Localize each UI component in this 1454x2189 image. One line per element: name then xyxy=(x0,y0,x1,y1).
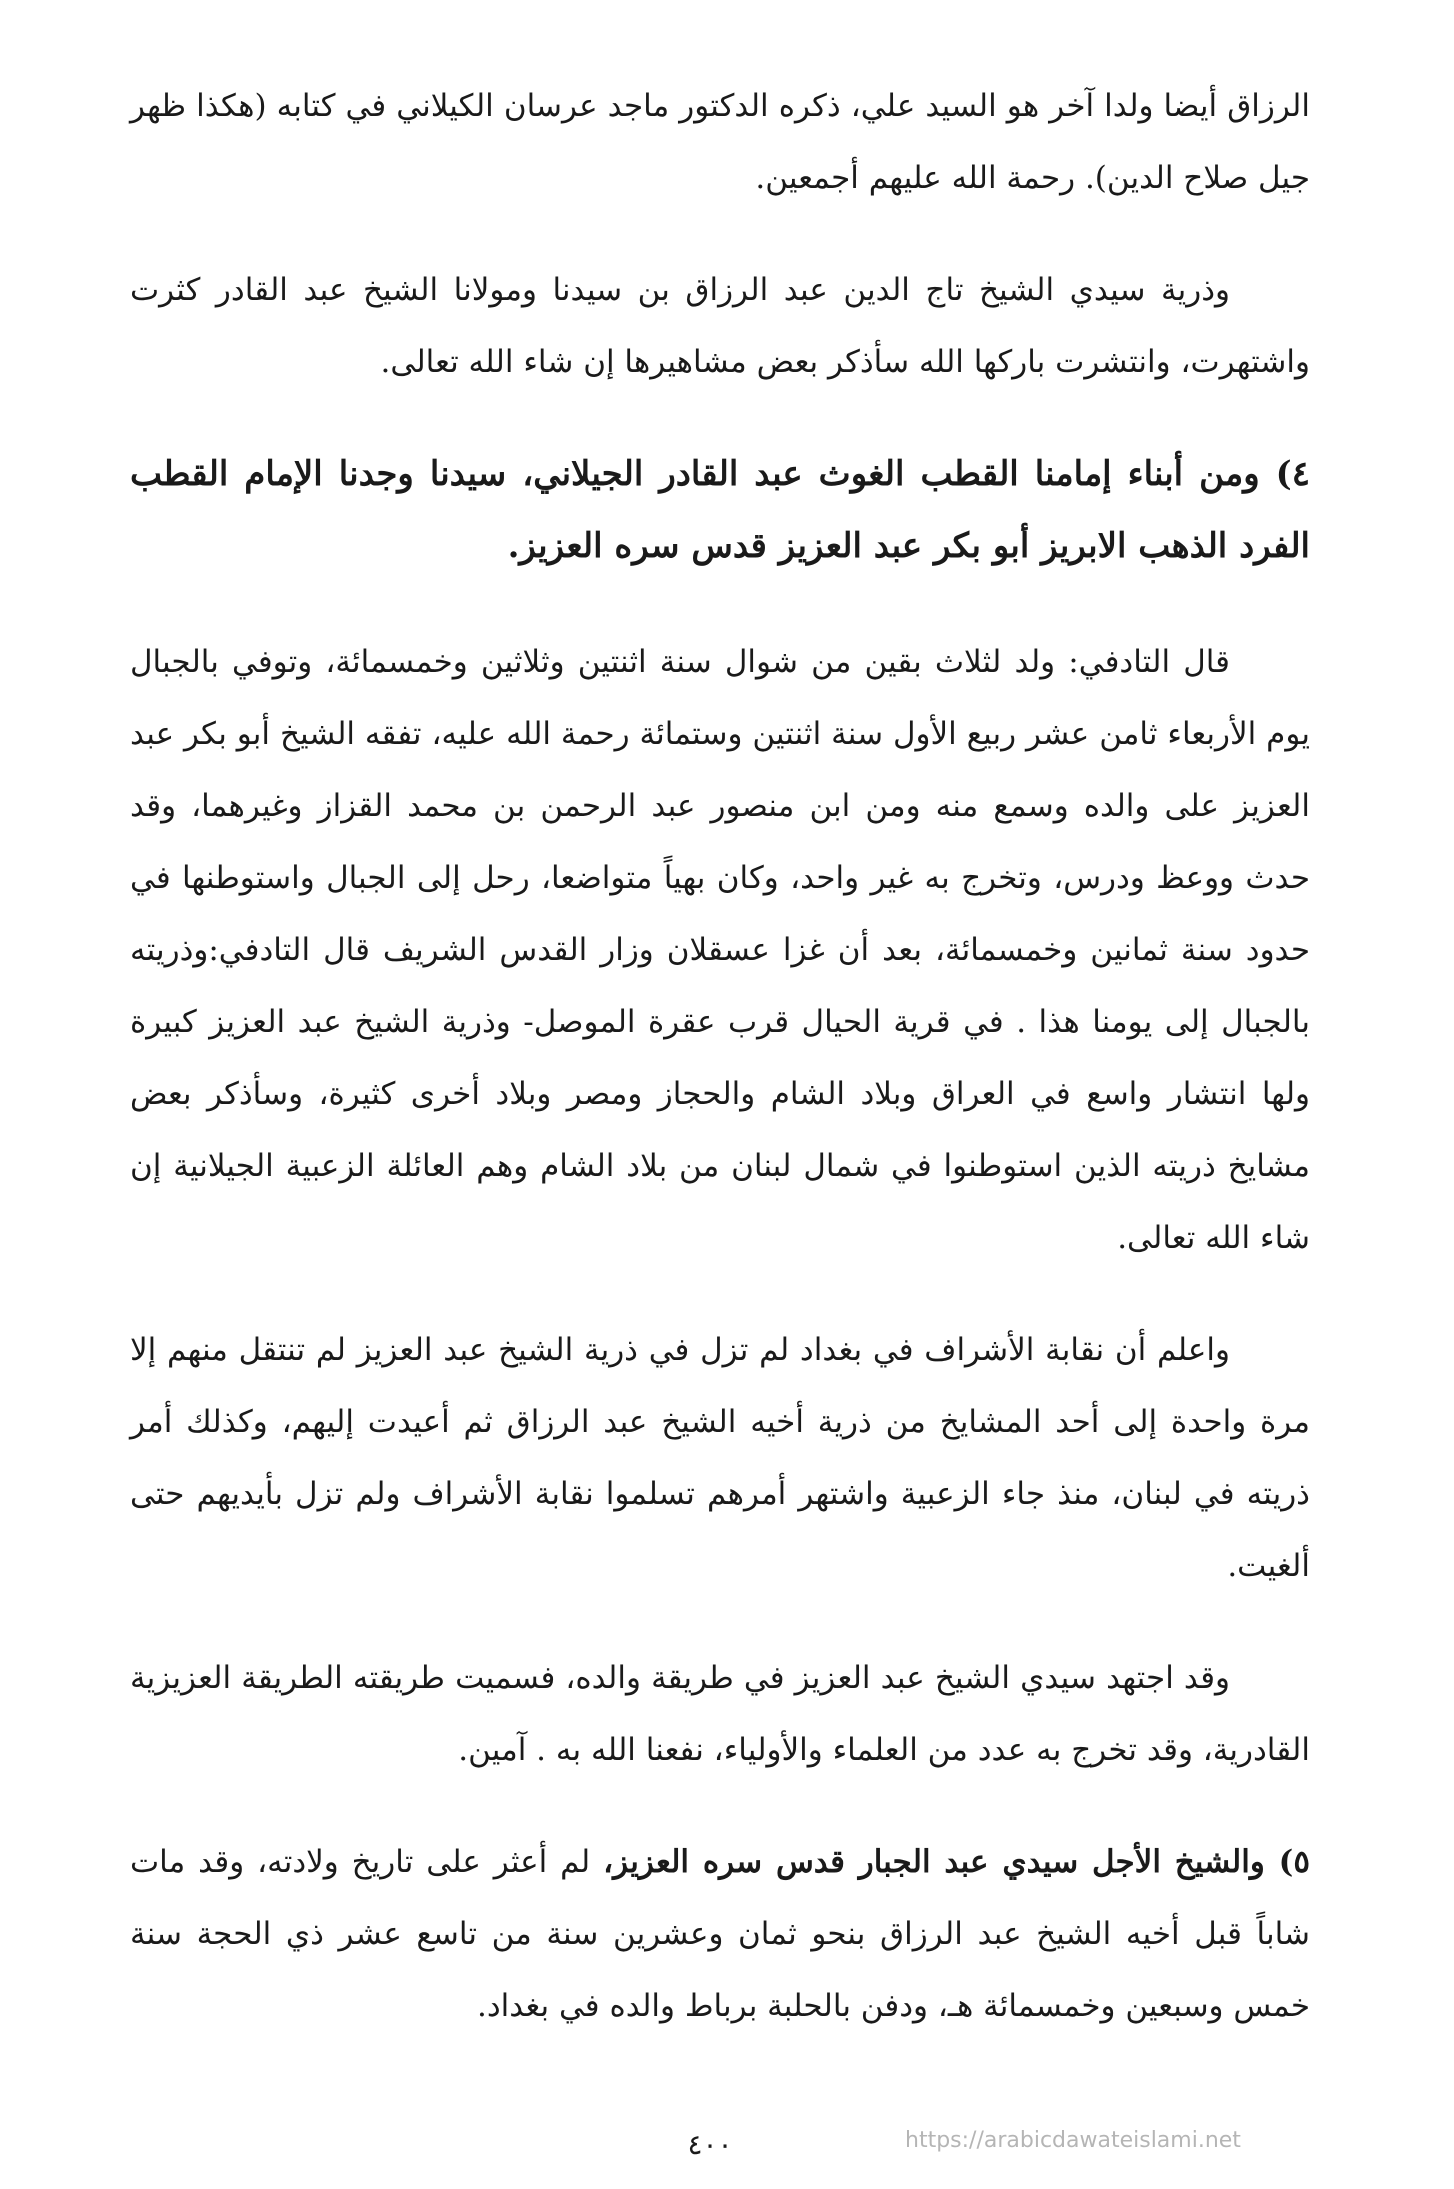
page-number: ٤٠٠ xyxy=(687,2128,733,2161)
section-5-paragraph xyxy=(130,1826,1310,2042)
paragraph-continuation: الرزاق أيضا ولدا آخر هو السيد علي، ذكره الدكتور ماجد عرسان الكيلاني في كتابه (هكذا ظهر جيل صلاح الدين). رحمة الله عليهم أجمعين. xyxy=(130,88,1310,196)
section-heading-4: ٤) ومن أبناء إمامنا القطب الغوث عبد القادر الجيلاني، سيدنا وجدنا الإمام القطب الفرد الذهب الابريز أبو بكر عبد العزيز قدس سره العزيز. xyxy=(130,454,1310,566)
paragraph-tadifi-biography: قال التادفي: ولد لثلاث بقين من شوال سنة اثنتين وثلاثين وخمسمائة، وتوفي بالجبال يوم الأربعاء ثامن عشر ربيع الأول سنة اثنتين وستمائة رحمة الله عليه، تفقه الشيخ أبو بكر عبد العزيز على والده وسمع منه ومن ابن منصور عبد الرحمن بن محمد القزاز وغيرهما، وقد حدث ووعظ ودرس، وتخرج به غير واحد، وكان بهياً متواضعا، رحل إلى الجبال واستوطنها في حدود سنة ثمانين وخمسمائة، بعد أن غزا عسقلان وزار القدس الشريف قال التادفي:وذريته بالجبال إلى يومنا هذا . في قرية الحيال قرب عقرة الموصل- وذرية الشيخ عبد العزيز كبيرة ولها انتشار واسع في العراق وبلاد الشام والحجاز ومصر وبلاد أخرى كثيرة، وسأذكر بعض مشايخ ذريته الذين استوطنوا في شمال لبنان من بلاد الشام وهم العائلة الزعبية الجيلانية إن شاء الله تعالى. xyxy=(130,644,1310,1256)
section-5-lead: ٥) والشيخ الأجل سيدي عبد الجبار قدس سره العزيز، xyxy=(603,1844,1310,1880)
paragraph-niqabat-al-ashraf: واعلم أن نقابة الأشراف في بغداد لم تزل في ذرية الشيخ عبد العزيز لم تنتقل منهم إلا مرة واحدة إلى أحد المشايخ من ذرية أخيه الشيخ عبد الرزاق ثم أعيدت إليهم، وكذلك أمر ذريته في لبنان، منذ جاء الزعبية واشتهر أمرهم تسلموا نقابة الأشراف ولم تزل بأيديهم حتى ألغيت. xyxy=(130,1332,1310,1584)
page-body xyxy=(130,70,1310,2082)
paragraph-descendants-abdulrazzaq: وذرية سيدي الشيخ تاج الدين عبد الرزاق بن سيدنا ومولانا الشيخ عبد القادر كثرت واشتهرت، وانتشرت باركها الله سأذكر بعض مشاهيرها إن شاء الله تعالى. xyxy=(130,272,1310,380)
paragraph-aziziyya-order: وقد اجتهد سيدي الشيخ عبد العزيز في طريقة والده، فسميت طريقته الطريقة العزيزية القادرية، وقد تخرج به عدد من العلماء والأولياء، نفعنا الله به . آمين. xyxy=(130,1660,1310,1768)
section-5-text: لم أعثر على تاريخ ولادته، وقد مات شاباً قبل أخيه الشيخ عبد الرزاق بنحو ثمان وعشرين سنة من تاسع عشر ذي الحجة سنة خمس وسبعين وخمسمائة هـ، ودفن بالحلبة برباط والده في بغداد. xyxy=(130,1844,1310,2024)
watermark-url: https://arabicdawateislami.net xyxy=(905,2128,1241,2153)
